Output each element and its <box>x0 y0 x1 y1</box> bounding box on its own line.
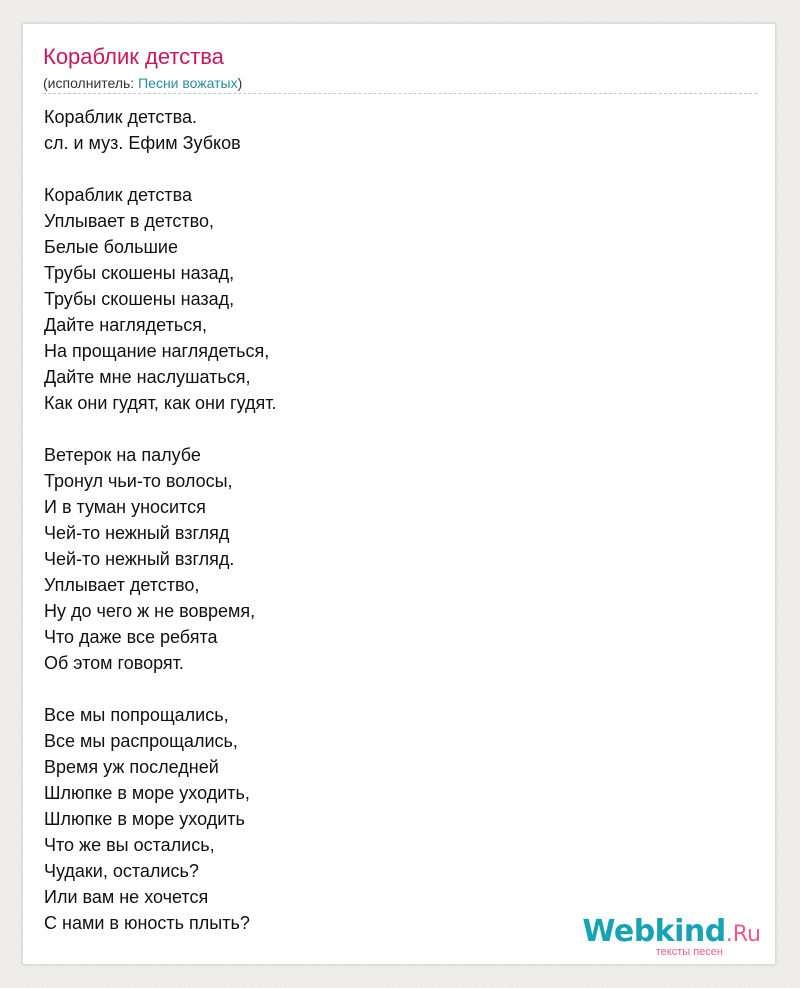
artist-link[interactable]: Песни вожатых <box>138 75 238 91</box>
lyrics-line: Тронул чьи-то волосы, <box>44 471 233 491</box>
lyrics-line: Шлюпке в море уходить, <box>44 783 250 803</box>
lyrics-line: Белые большие <box>44 237 178 257</box>
lyrics-line: Или вам не хочется <box>44 887 209 907</box>
lyrics-line: С нами в юность плыть? <box>44 913 250 933</box>
artist-line <box>43 74 242 92</box>
lyrics-line: сл. и муз. Ефим Зубков <box>44 133 241 153</box>
lyrics-line: И в туман уносится <box>44 497 206 517</box>
lyrics-text <box>44 104 744 962</box>
lyrics-line: Шлюпке в море уходить <box>44 809 245 829</box>
lyrics-line: Уплывает детство, <box>44 575 200 595</box>
lyrics-line: Время уж последней <box>44 757 219 777</box>
lyrics-stanza <box>44 182 744 416</box>
lyrics-line: Кораблик детства <box>44 185 193 205</box>
artist-prefix: (исполнитель: <box>43 75 139 91</box>
lyrics-line: Все мы распрощались, <box>44 731 238 751</box>
song-title: Кораблик детства <box>43 44 224 69</box>
logo-tld-text: .Ru <box>725 922 761 947</box>
lyrics-line: Ну до чего ж не вовремя, <box>44 601 256 621</box>
lyrics-card <box>22 23 776 965</box>
lyrics-stanza <box>44 104 744 156</box>
lyrics-line: Ветерок на палубе <box>44 445 201 465</box>
lyrics-line: Что даже все ребята <box>44 627 218 647</box>
lyrics-line: Все мы попрощались, <box>44 705 229 725</box>
webkind-logo[interactable] <box>569 914 769 962</box>
artist-suffix: ) <box>237 75 243 91</box>
lyrics-line: Уплывает в детство, <box>44 211 214 231</box>
lyrics-stanza <box>44 442 744 676</box>
lyrics-line: Дайте мне наслушаться, <box>44 367 251 387</box>
lyrics-line: Как они гудят, как они гудят. <box>44 393 277 413</box>
lyrics-line: Чудаки, остались? <box>44 861 199 881</box>
logo-main-text: Webkind <box>582 914 726 949</box>
lyrics-line: На прощание наглядеться, <box>44 341 270 361</box>
lyrics-line: Трубы скошены назад, <box>44 263 235 283</box>
lyrics-line: Чей-то нежный взгляд <box>44 523 230 543</box>
logo-tagline: тексты песен <box>655 946 723 958</box>
lyrics-line: Что же вы остались, <box>44 835 215 855</box>
lyrics-stanza <box>44 702 744 936</box>
lyrics-line: Кораблик детства. <box>44 107 198 127</box>
lyrics-line: Трубы скошены назад, <box>44 289 235 309</box>
lyrics-line: Об этом говорят. <box>44 653 184 673</box>
header-divider <box>43 93 757 94</box>
lyrics-line: Чей-то нежный взгляд. <box>44 549 235 569</box>
lyrics-line: Дайте наглядеться, <box>44 315 207 335</box>
